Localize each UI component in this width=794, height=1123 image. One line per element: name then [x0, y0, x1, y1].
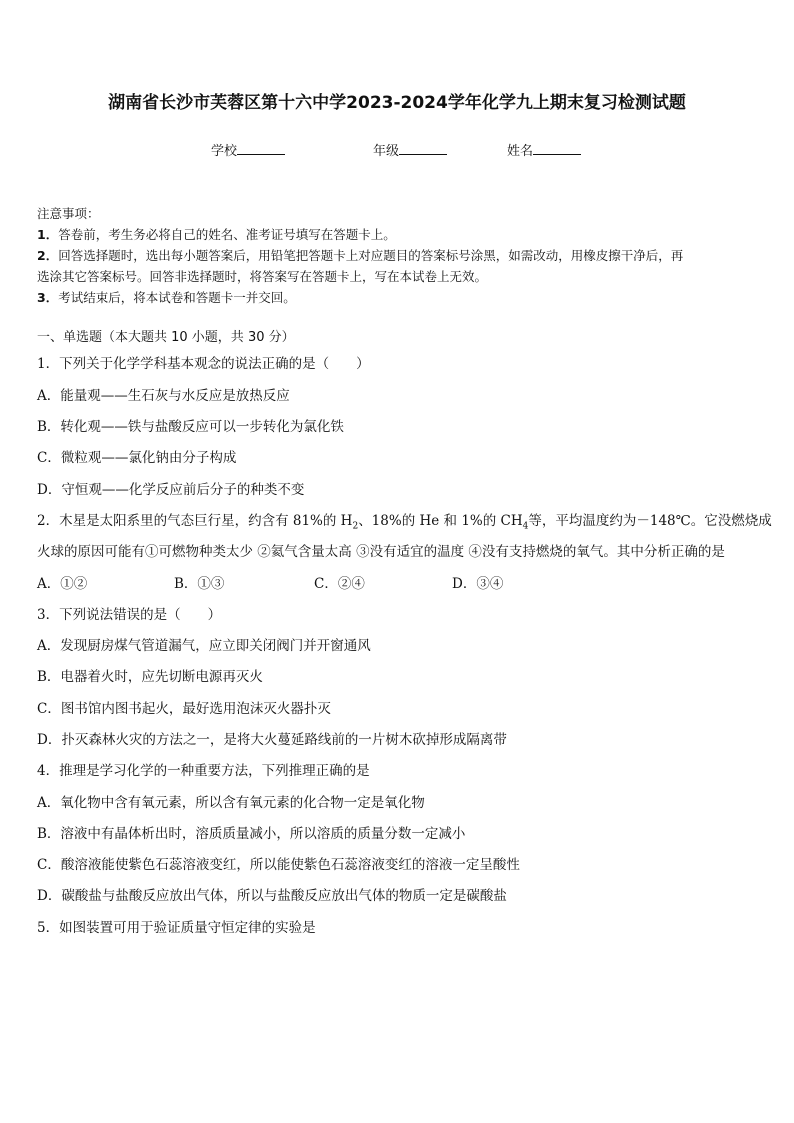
q2-sub-h2: 2	[352, 521, 359, 532]
notice-block	[37, 203, 759, 308]
q2-stem-line2: 火球的原因可能有①可燃物种类太少 ②氦气含量太高 ③没有适宜的温度 ④没有支持燃烧的氧气。其中分析正确的是	[37, 544, 725, 560]
q2-stem-part1: 2．木星是太阳系里的气态巨行星，约含有 81%的 H	[37, 513, 353, 529]
q4-option-b[interactable]: B．溶液中有晶体析出时，溶质质量减小，所以溶质的质量分数一定减小	[37, 826, 466, 842]
q2-stem-part3: 等，平均温度约为－148℃。它没燃烧成	[528, 513, 772, 529]
q4-stem: 4．推理是学习化学的一种重要方法，下列推理正确的是	[37, 763, 370, 779]
school-field[interactable]	[211, 140, 285, 159]
q2-stem-line1	[37, 509, 772, 532]
q3-stem: 3．下列说法错误的是（ ）	[37, 607, 222, 623]
name-field[interactable]	[507, 140, 581, 159]
grade-label: 年级	[373, 144, 400, 159]
school-label: 学校	[211, 144, 238, 159]
notice-heading: 注意事项：	[37, 206, 100, 221]
q2-option-c[interactable]: C．②④	[314, 576, 365, 592]
notice-item-2-cont	[37, 266, 759, 287]
grade-field[interactable]	[373, 140, 447, 159]
notice-item-1	[37, 224, 759, 245]
q1-option-d[interactable]: D．守恒观——化学反应前后分子的种类不变	[37, 482, 305, 498]
q4-option-a[interactable]: A．氧化物中含有氧元素，所以含有氧元素的化合物一定是氧化物	[37, 795, 425, 811]
q4-option-d[interactable]: D．碳酸盐与盐酸反应放出气体，所以与盐酸反应放出气体的物质一定是碳酸盐	[37, 888, 507, 904]
q3-option-d[interactable]: D．扑灭森林火灾的方法之一，是将大火蔓延路线前的一片树木砍掉形成隔离带	[37, 732, 507, 748]
q2-option-b[interactable]: B．①③	[174, 576, 225, 592]
q1-option-c[interactable]: C．微粒观——氯化钠由分子构成	[37, 450, 237, 466]
notice-item-2-text: 回答选择题时，选出每小题答案后，用铅笔把答题卡上对应题目的答案标号涂黑，如需改动，用橡皮擦干净后，再	[58, 248, 684, 263]
q2-stem-part2: 、18%的 He 和 1%的 CH	[358, 513, 523, 529]
q2-options	[37, 572, 757, 592]
grade-blank[interactable]	[399, 142, 447, 155]
q5-stem: 5．如图装置可用于验证质量守恒定律的实验是	[37, 920, 316, 936]
name-label: 姓名	[507, 144, 534, 159]
notice-item-1-text: 答卷前，考生务必将自己的姓名、准考证号填写在答题卡上。	[58, 227, 396, 242]
name-blank[interactable]	[533, 142, 581, 155]
notice-item-3-text: 考试结束后，将本试卷和答题卡一并交回。	[58, 290, 296, 305]
q2-option-a[interactable]: A．①②	[37, 576, 88, 592]
exam-title: 湖南省长沙市芙蓉区第十六中学2023-2024学年化学九上期末复习检测试题	[108, 93, 686, 113]
notice-item-3-num: 3．	[37, 290, 59, 305]
q3-option-a[interactable]: A．发现厨房煤气管道漏气，应立即关闭阀门并开窗通风	[37, 638, 371, 654]
notice-item-2-num: 2．	[37, 248, 59, 263]
section-title: 一、单选题（本大题共 10 小题，共 30 分）	[37, 330, 295, 345]
notice-item-1-num: 1．	[37, 227, 59, 242]
notice-item-3	[37, 287, 759, 308]
notice-item-2	[37, 245, 759, 266]
q1-option-b[interactable]: B．转化观——铁与盐酸反应可以一步转化为氯化铁	[37, 419, 344, 435]
school-blank[interactable]	[237, 142, 285, 155]
q1-stem: 1．下列关于化学学科基本观念的说法正确的是（ ）	[37, 356, 370, 372]
q3-option-c[interactable]: C．图书馆内图书起火，最好选用泡沫灭火器扑灭	[37, 701, 331, 717]
notice-item-2-cont-text: 选涂其它答案标号。回答非选择题时，将答案写在答题卡上，写在本试卷上无效。	[37, 269, 488, 284]
q3-option-b[interactable]: B．电器着火时，应先切断电源再灭火	[37, 669, 263, 685]
q4-option-c[interactable]: C．酸溶液能使紫色石蕊溶液变红，所以能使紫色石蕊溶液变红的溶液一定呈酸性	[37, 857, 520, 873]
q2-sub-ch4: 4	[522, 521, 529, 532]
q1-option-a[interactable]: A．能量观——生石灰与水反应是放热反应	[37, 388, 290, 404]
q2-option-d[interactable]: D．③④	[452, 576, 504, 592]
